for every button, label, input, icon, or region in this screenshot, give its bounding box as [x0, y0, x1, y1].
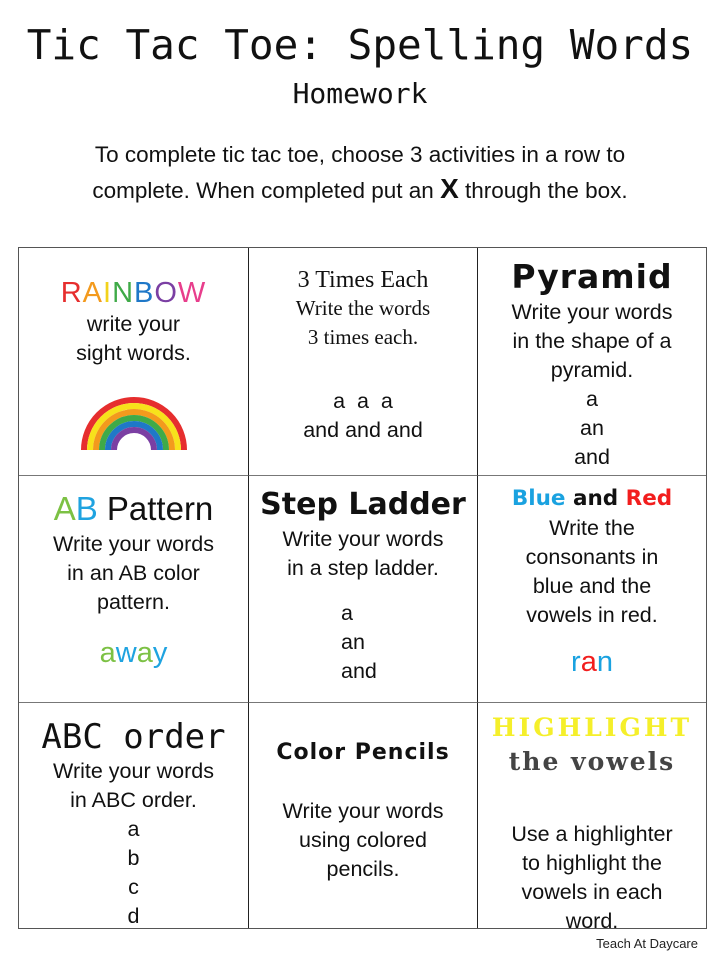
title-red: Red — [625, 486, 673, 511]
cell-title: Pyramid — [511, 257, 673, 296]
example-word: an — [580, 416, 604, 440]
example-letter: w — [115, 637, 137, 669]
cell-pyramid[interactable] — [478, 248, 706, 476]
cell-blue-and-red[interactable] — [478, 476, 706, 703]
title-letter: B — [75, 490, 98, 527]
cell-line: pyramid. — [550, 358, 634, 382]
title-letter: A — [82, 277, 103, 309]
example-letter: a — [99, 637, 116, 669]
cell-title — [478, 484, 706, 514]
instructions-line-1: To complete tic tac toe, choose 3 activities in a row to — [94, 142, 626, 167]
example-word: b — [127, 846, 140, 870]
cell-line: 3 times each. — [307, 325, 419, 349]
title-letter: W — [177, 277, 207, 309]
cell-title — [19, 488, 248, 530]
example-word: an — [341, 630, 365, 654]
cell-line: Write your words — [282, 799, 444, 823]
cell-line: in a step ladder. — [287, 556, 439, 580]
cell-line: to highlight the — [522, 851, 662, 875]
cell-line: pencils. — [326, 857, 400, 881]
cell-title: HIGHLIGHT — [491, 713, 693, 742]
example-word — [478, 644, 706, 680]
cell-line: Write your words — [511, 300, 673, 324]
cell-ab-pattern[interactable] — [19, 476, 249, 703]
example-word: c — [128, 875, 139, 899]
cell-line: in ABC order. — [70, 788, 197, 812]
cell-line: consonants in — [525, 545, 659, 569]
cell-line: Write your words — [53, 759, 214, 783]
cell-title: ABC order — [41, 717, 226, 757]
example-word: and — [574, 445, 610, 469]
instructions-text: through the box. — [458, 178, 628, 203]
cell-line: pattern. — [97, 590, 170, 614]
cell-highlight-vowels[interactable] — [478, 703, 706, 928]
title-letter: N — [112, 277, 135, 309]
cell-line: vowels in red. — [526, 603, 658, 627]
title-letter: O — [154, 277, 178, 309]
cell-three-times-each[interactable] — [249, 248, 478, 476]
title-letter: A — [53, 490, 76, 527]
example-word — [19, 635, 248, 671]
cell-step-ladder[interactable] — [249, 476, 478, 703]
example-word: and — [341, 659, 377, 683]
cell-title — [19, 276, 248, 310]
cell-line: sight words. — [76, 341, 191, 365]
example-words: a a a — [333, 389, 393, 413]
cell-line: blue and the — [532, 574, 652, 598]
title-letter: B — [134, 277, 155, 309]
cell-title: Color Pencils — [276, 740, 450, 765]
cell-line: Write the — [549, 516, 635, 540]
cell-title: Step Ladder — [260, 487, 466, 522]
rainbow-icon — [81, 396, 187, 450]
title-text: Pattern — [97, 490, 214, 527]
title-letter: R — [60, 277, 83, 309]
instructions-line-2 — [0, 172, 720, 208]
example-word: a — [586, 387, 598, 411]
cell-line: vowels in each — [521, 880, 663, 904]
instructions — [0, 138, 720, 208]
title-blue: Blue — [511, 486, 566, 511]
credit-text: Teach At Daycare — [596, 936, 698, 951]
example-words: and and and — [303, 418, 423, 442]
cell-line: Use a highlighter — [511, 822, 673, 846]
instructions-text: complete. When completed put an — [92, 178, 441, 203]
cell-title: 3 Times Each — [297, 267, 429, 293]
cell-line: Write your words — [282, 527, 444, 551]
example-word: a — [127, 817, 140, 841]
page-subtitle: Homework — [292, 77, 428, 110]
cell-line: in an AB color — [67, 561, 200, 585]
title-and: and — [565, 486, 626, 511]
example-word: a — [341, 601, 353, 625]
cell-subtitle: the vowels — [508, 747, 676, 776]
cell-line: Write the words — [295, 296, 431, 320]
example-letter: y — [152, 637, 168, 669]
example-letter: n — [596, 646, 613, 678]
title-letter: I — [103, 277, 113, 309]
page-title: Tic Tac Toe: Spelling Words — [26, 21, 694, 69]
cell-rainbow[interactable] — [19, 248, 249, 476]
cell-line: word. — [565, 909, 619, 928]
example-letter: a — [580, 646, 597, 678]
example-letter: r — [571, 646, 581, 678]
cell-line: in the shape of a — [512, 329, 672, 353]
cell-abc-order[interactable] — [19, 703, 249, 928]
cell-color-pencils[interactable] — [249, 703, 478, 928]
cell-line: write your — [86, 312, 181, 336]
example-word: d — [127, 904, 140, 928]
tic-tac-toe-grid — [18, 247, 707, 929]
cell-line: Write your words — [53, 532, 214, 556]
x-mark: X — [440, 173, 459, 204]
cell-line: using colored — [299, 828, 427, 852]
example-letter: a — [136, 637, 153, 669]
